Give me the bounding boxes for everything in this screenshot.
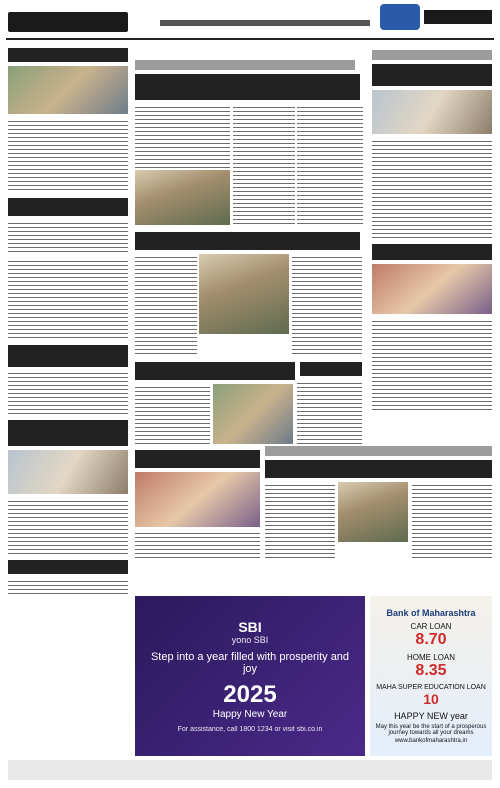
article-text-2c	[297, 104, 363, 224]
article-text-12a	[265, 482, 335, 560]
headline-6	[372, 244, 492, 260]
bom-edu-rate: 10	[423, 691, 439, 707]
bottom-strip	[8, 760, 492, 780]
kicker-3	[265, 446, 492, 456]
article-text-1	[8, 118, 128, 192]
headline-2	[135, 74, 360, 100]
headline-8	[135, 362, 295, 380]
bom-happy: HAPPY NEW year	[394, 711, 468, 721]
sbi-sub: yono SBI	[231, 635, 269, 645]
headline-13	[8, 560, 128, 574]
headline-12	[265, 460, 492, 478]
bom-web: www.bankofmaharashtra.in	[394, 738, 468, 744]
article-text-12b	[412, 482, 492, 560]
bom-wish: May this year be the start of a prosperous journey towards all your dreams	[375, 724, 487, 736]
news-photo-5	[199, 254, 289, 334]
bom-ad[interactable]	[370, 596, 492, 756]
headline-10	[8, 420, 128, 446]
article-text-5b	[292, 254, 362, 356]
date-line	[160, 20, 370, 26]
sbi-ad[interactable]	[135, 596, 365, 756]
article-text-2b	[233, 104, 295, 224]
article-text-8	[8, 370, 128, 414]
headline-4	[8, 198, 128, 216]
kicker-1	[135, 60, 355, 70]
header-rule	[6, 38, 494, 40]
news-photo-1	[8, 66, 128, 114]
news-photo-2	[135, 170, 230, 225]
masthead-logo	[8, 12, 128, 32]
headline-11	[135, 450, 260, 468]
bom-car-rate: 8.70	[415, 631, 447, 648]
sbi-brand: SBI	[238, 619, 262, 635]
article-text-5a	[135, 254, 197, 356]
bom-home: HOME LOAN	[406, 653, 455, 662]
sbi-contact: For assistance, call 1800 1234 or visit sbi.co.in	[177, 726, 323, 733]
news-photo-6	[372, 264, 492, 314]
article-text-7	[8, 258, 128, 340]
sbi-tagline: Step into a year filled with prosperity and joy	[150, 651, 350, 675]
headline-9	[300, 362, 362, 376]
headline-1	[8, 48, 128, 62]
news-photo-12	[338, 482, 408, 542]
article-text-10	[8, 498, 128, 554]
news-photo-9	[213, 384, 293, 444]
masthead	[8, 6, 158, 36]
news-photo-11	[135, 472, 260, 527]
article-text-11	[135, 530, 260, 560]
bom-edu: MAHA SUPER EDUCATION LOAN	[376, 684, 486, 691]
headline-3	[372, 64, 492, 86]
kicker-2	[372, 50, 492, 60]
headline-7	[8, 345, 128, 367]
article-text-4	[8, 220, 128, 255]
article-text-9b	[297, 380, 362, 444]
bom-brand: Bank of Maharashtra	[386, 608, 476, 618]
article-text-9a	[135, 384, 210, 444]
news-photo-10	[8, 450, 128, 494]
headline-5	[135, 232, 360, 250]
sbi-happy: Happy New Year	[212, 709, 288, 720]
bom-home-rate: 8.35	[415, 662, 447, 679]
article-text-13	[8, 578, 128, 594]
brand-logo	[380, 4, 492, 30]
news-photo-3	[372, 90, 492, 134]
sbi-year: 2025	[223, 681, 277, 708]
article-text-3	[372, 138, 492, 238]
bom-car: CAR LOAN	[410, 622, 452, 631]
article-text-6	[372, 318, 492, 410]
